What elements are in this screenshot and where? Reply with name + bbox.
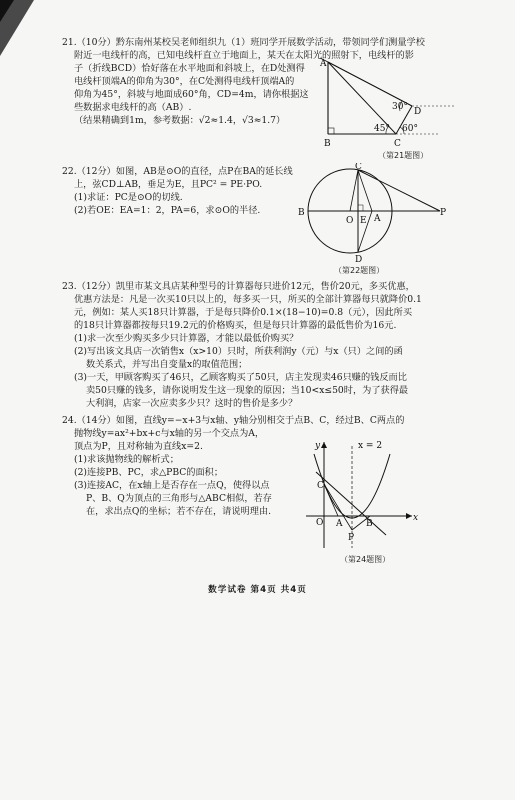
q21-line-4: 电线杆顶端A的仰角为30°，在C处测得电线杆顶端A的 (74, 76, 295, 87)
angle-45: 45° (374, 124, 390, 134)
q23-line-4: 的18只计算器都按每只19.2元的价格购买，但是每只计算器的最低售价为16元. (74, 320, 397, 331)
q23-line-9: 卖50只赚的钱多，请你说明发生这一现象的原因；当10<x≤50时，为了获得最 (86, 385, 409, 396)
q23-line-8: (3)一天，甲顾客购买了46只，乙顾客购买了50只，店主发现卖46只赚的钱反而比 (74, 372, 407, 383)
label-x: x (413, 513, 419, 523)
label-P: P (348, 533, 355, 543)
q24-line-6: (3)连接AC，在x轴上是否存在一点Q，使得以点 (74, 480, 270, 491)
q23-line-7: 数关系式，并写出自变量x的取值范围； (86, 359, 248, 370)
q24-line-7: P、B、Q为顶点的三角形与△ABC相似，若存 (86, 493, 272, 504)
page-footer: 数学试卷 第4页 共4页 (208, 585, 307, 595)
q22-line-2: 上，弦CD⊥AB，垂足为E，且PC² = PE·PO. (74, 179, 263, 190)
label-A: A (320, 59, 327, 69)
q22-line-1: 22.（12分）如图，AB是⊙O的直径，点P在BA的延长线 (62, 166, 293, 177)
q23-line-3: 元，例如：某人买18只计算器，于是每只降价0.1×(18−10)=0.8（元），因此所买 (74, 307, 413, 318)
label-A: A (374, 214, 381, 224)
q21-line-2: 附近一电线杆的高，已知电线杆直立于地面上，某天在太阳光的照射下，电线杆的影 (74, 50, 414, 61)
label-C: C (394, 139, 401, 149)
q23-line-2: 优惠方法是：凡是一次买10只以上的，每多买一只，所买的全部计算器每只就降价0.1 (74, 294, 422, 305)
label-C: C (355, 163, 362, 172)
sightline-AD (328, 62, 412, 106)
label-E: E (360, 216, 367, 226)
label-D: D (355, 255, 363, 263)
q23-line-6: (2)写出该文具店一次销售x（x>10）只时，所获利润y（元）与x（只）之间的函 (74, 346, 403, 357)
radius-OC (350, 170, 358, 211)
scan-shadow-corner-dark (0, 0, 14, 22)
q23-line-5: (1)求一次至少购买多少只计算器，才能以最低价购买？ (74, 333, 299, 344)
q24-line-5: (2)连接PB、PC，求△PBC的面积； (74, 467, 224, 478)
line-BC (316, 472, 386, 535)
label-B: B (366, 519, 373, 529)
q24-line-1: 24.（14分）如图，直线y=−x+3与x轴、y轴分别相交于点B、C，经过B、C两点的 (62, 415, 405, 426)
label-O: O (346, 216, 354, 226)
label-y: y (315, 441, 321, 451)
q24-figure (300, 432, 420, 550)
q24-line-4: (1)求该抛物线的解析式； (74, 454, 179, 465)
label-x2: x = 2 (358, 441, 383, 451)
q23-line-1: 23.（12分）凯里市某文具店某种型号的计算器每只进价12元，售价20元，多买优惠， (62, 281, 415, 292)
q24-caption: （第24题图） (340, 555, 391, 564)
q21-caption: （第21题图） (378, 151, 429, 160)
q21-figure (316, 56, 466, 156)
label-D: D (414, 107, 422, 117)
q24-line-8: 在，求出点Q的坐标；若不存在，请说明理由. (86, 506, 272, 517)
label-B: B (324, 139, 331, 149)
label-A: A (336, 519, 343, 529)
q24-line-2: 抛物线y=ax²+bx+c与x轴的另一个交点为A， (74, 428, 265, 439)
q22-figure (290, 163, 450, 263)
angle-30: 30° (392, 102, 408, 112)
label-B: B (298, 208, 305, 218)
q21-line-1: 21.（10分）黔东南州某校吴老师组织九（1）班同学开展数学活动，带领同学们测量学校 (62, 37, 425, 48)
q22-line-4: (2)若OE：EA=1：2，PA=6，求⊙O的半径. (74, 205, 261, 216)
label-O: O (316, 518, 324, 528)
angle-60: 60° (402, 124, 418, 134)
q21-line-6: 些数据求电线杆的高（AB）. (74, 102, 192, 113)
label-C: C (317, 481, 324, 491)
q22-caption: （第22题图） (334, 266, 385, 275)
label-P: P (440, 208, 447, 218)
segment-AC (324, 484, 338, 516)
q21-line-7: （结果精确到1m，参考数据：√2≈1.4，√3≈1.7） (74, 115, 286, 126)
q21-line-3: 子（折线BCD）恰好落在水平地面和斜坡上，在D处测得 (74, 63, 305, 74)
q21-line-5: 仰角为45°，斜坡与地面成60°角，CD=4m，请你根据这 (74, 89, 309, 100)
q23-line-10: 大利润，店家一次应卖多少只？这时的售价是多少？ (86, 398, 298, 409)
q24-line-3: 顶点为P，且对称轴为直线x=2. (74, 441, 203, 452)
q22-line-3: (1)求证：PC是⊙O的切线. (74, 192, 183, 203)
